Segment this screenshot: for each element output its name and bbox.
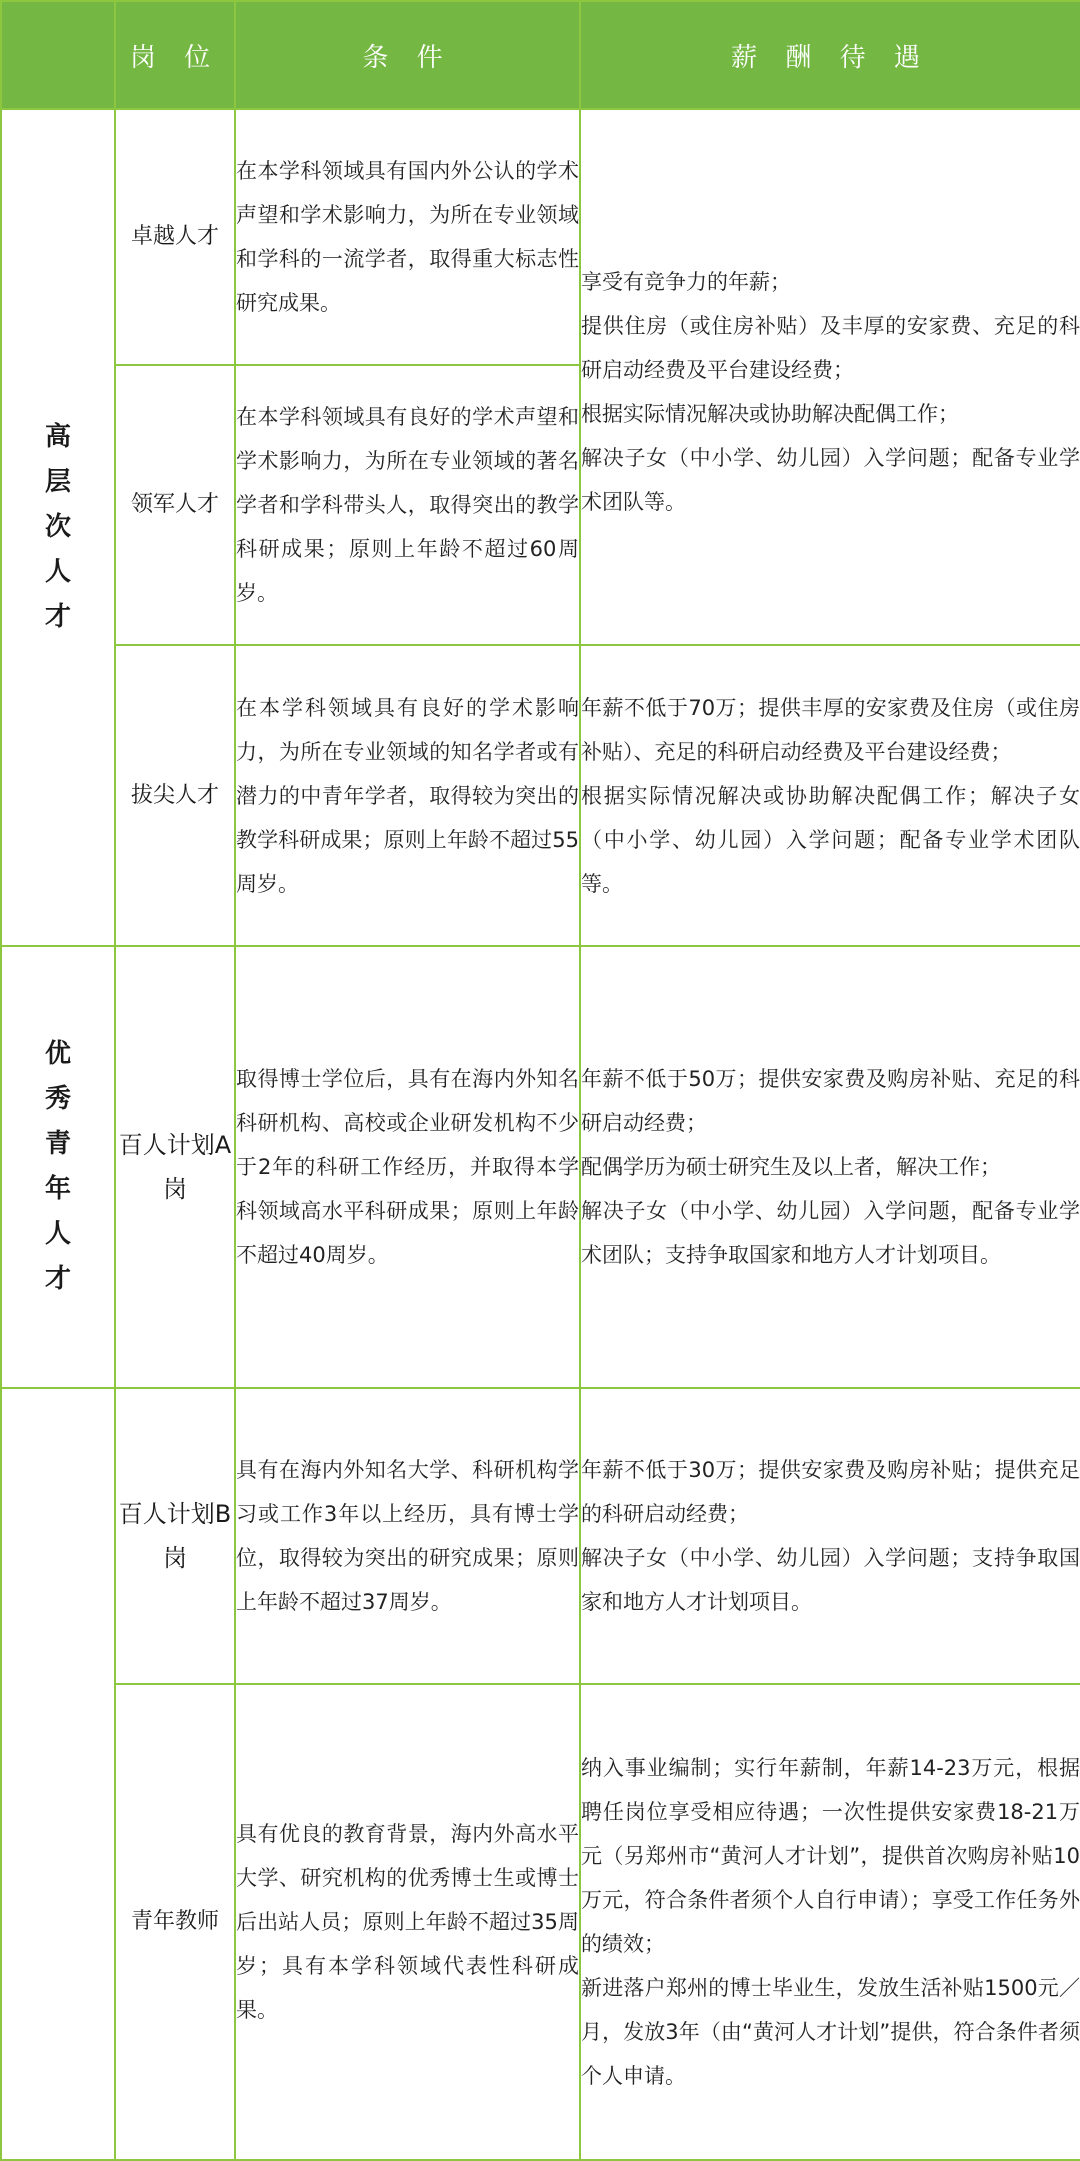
- condition-cell: 取得博士学位后，具有在海内外知名科研机构、高校或企业研发机构不少于2年的科研工作经历，并取得本学科领域高水平科研成果；原则上年龄不超过40周岁。: [235, 946, 580, 1388]
- salary-line: 配偶学历为硕士研究生及以上者，解决工作；: [581, 1155, 1001, 1179]
- position-cell: 拔尖人才: [115, 645, 235, 946]
- table-row: [1, 109, 1080, 365]
- table-row: [1, 645, 1080, 946]
- category-cell-empty: [1, 1388, 115, 2160]
- table-row: [1, 1388, 1080, 1684]
- salary-line: 解决子女（中小学、幼儿园）入学问题，配备专业学术团队；支持争取国家和地方人才计划项目。: [581, 1199, 1080, 1267]
- salary-cell: [580, 946, 1080, 1388]
- header-salary: 薪 酬 待 遇: [580, 1, 1080, 109]
- salary-line: 根据实际情况解决或协助解决配偶工作；解决子女（中小学、幼儿园）入学问题；配备专业学术团队等。: [581, 783, 1080, 896]
- salary-line: 享受有竞争力的年薪；: [581, 270, 791, 294]
- header-position: 岗 位: [115, 1, 235, 109]
- header-condition: 条 件: [235, 1, 580, 109]
- table-row: [1, 1684, 1080, 2160]
- category-char: 秀: [44, 1084, 71, 1114]
- position-cell: 卓越人才: [115, 109, 235, 365]
- category-char: 次: [44, 512, 71, 542]
- category-char: 年: [44, 1174, 71, 1204]
- condition-cell: 在本学科领域具有良好的学术声望和学术影响力，为所在专业领域的著名学者和学科带头人，取得突出的教学科研成果；原则上年龄不超过60周岁。: [235, 365, 580, 645]
- position-cell: 百人计划A岗: [115, 946, 235, 1388]
- condition-cell: 在本学科领域具有国内外公认的学术声望和学术影响力，为所在专业领域和学科的一流学者，取得重大标志性研究成果。: [235, 109, 580, 365]
- condition-cell: 具有优良的教育背景，海内外高水平大学、研究机构的优秀博士生或博士后出站人员；原则上年龄不超过35周岁；具有本学科领域代表性科研成果。: [235, 1684, 580, 2160]
- condition-cell: 具有在海内外知名大学、科研机构学习或工作3年以上经历，具有博士学位，取得较为突出的研究成果；原则上年龄不超过37周岁。: [235, 1388, 580, 1684]
- salary-line: 年薪不低于50万；提供安家费及购房补贴、充足的科研启动经费；: [581, 1067, 1080, 1135]
- condition-cell: 在本学科领域具有良好的学术影响力，为所在专业领域的知名学者或有潜力的中青年学者，取得较为突出的教学科研成果；原则上年龄不超过55周岁。: [235, 645, 580, 946]
- category-char: 才: [44, 1264, 71, 1294]
- salary-line: 提供住房（或住房补贴）及丰厚的安家费、充足的科研启动经费及平台建设经费；: [581, 314, 1080, 382]
- category-char: 层: [44, 467, 71, 497]
- category-char: 才: [44, 602, 71, 632]
- category-char: 优: [44, 1039, 71, 1069]
- position-cell: 百人计划B岗: [115, 1388, 235, 1684]
- salary-cell: [580, 1388, 1080, 1684]
- category-char: 青: [44, 1129, 71, 1159]
- category-cell-high-level: [1, 109, 115, 946]
- salary-line: 年薪不低于30万；提供安家费及购房补贴；提供充足的科研启动经费；: [581, 1458, 1080, 1526]
- table-row: [1, 946, 1080, 1388]
- salary-line: 根据实际情况解决或协助解决配偶工作；: [581, 402, 959, 426]
- salary-cell: [580, 1684, 1080, 2160]
- category-cell-young: [1, 946, 115, 1388]
- salary-line: 新进落户郑州的博士毕业生，发放生活补贴1500元／月，发放3年（由“黄河人才计划”提供，符合条件者须个人申请。: [581, 1976, 1080, 2088]
- salary-line: 年薪不低于70万；提供丰厚的安家费及住房（或住房补贴）、充足的科研启动经费及平台建设经费；: [581, 695, 1080, 764]
- salary-cell: [580, 645, 1080, 946]
- salary-line: 解决子女（中小学、幼儿园）入学问题；支持争取国家和地方人才计划项目。: [581, 1546, 1080, 1614]
- header-row: [1, 1, 1080, 109]
- category-char: 高: [44, 422, 71, 452]
- salary-cell: [580, 109, 1080, 645]
- position-cell: 青年教师: [115, 1684, 235, 2160]
- header-category: [1, 1, 115, 109]
- position-cell: 领军人才: [115, 365, 235, 645]
- category-char: 人: [44, 557, 71, 587]
- salary-line: 解决子女（中小学、幼儿园）入学问题；配备专业学术团队等。: [581, 446, 1080, 514]
- category-char: 人: [44, 1219, 71, 1249]
- salary-line: 纳入事业编制；实行年薪制，年薪14-23万元，根据聘任岗位享受相应待遇；一次性提供安家费18-21万元（另郑州市“黄河人才计划”，提供首次购房补贴10万元，符合条件者须个人自行申请）；享受工作任务外的绩效；: [581, 1756, 1080, 1956]
